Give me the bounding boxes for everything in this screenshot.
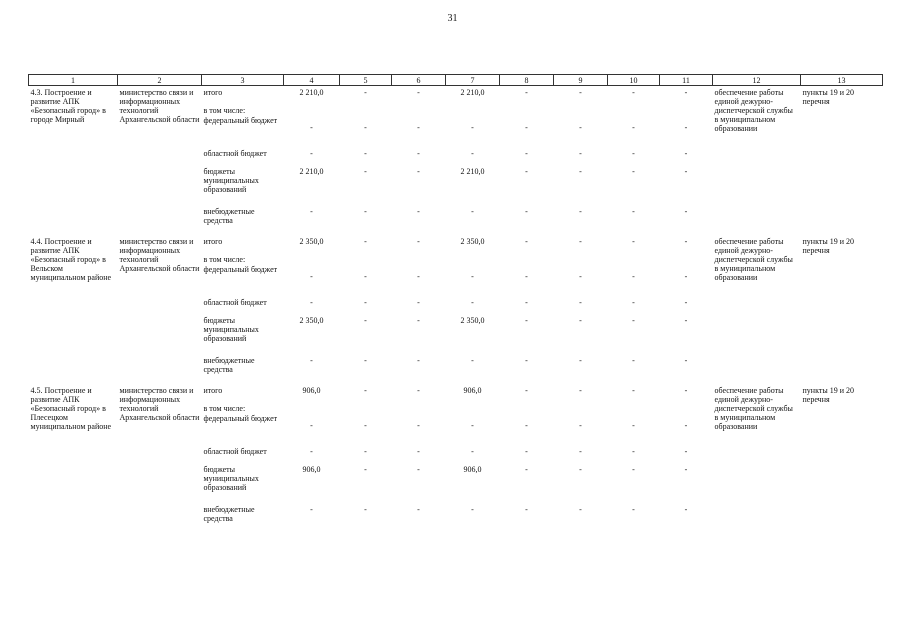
- value-cell: -: [417, 465, 420, 474]
- value-cell: -: [364, 356, 367, 365]
- executor-name: министерство связи и информационных технологий Архангельской области: [119, 88, 200, 124]
- value-cell: 906,0: [302, 386, 321, 395]
- value-cell: -: [364, 316, 367, 325]
- value-cell: -: [364, 88, 367, 97]
- value-cell: 2 210,0: [299, 167, 324, 176]
- value-cell: -: [579, 447, 582, 456]
- value-cell: -: [417, 149, 420, 158]
- column-header-7: 7: [446, 75, 500, 86]
- result-text: обеспечение работы единой дежурно-диспетчерской службы в муниципальном образовании: [714, 88, 793, 133]
- value-cell: -: [632, 298, 635, 307]
- column-header-2: 2: [118, 75, 202, 86]
- value-cell: -: [579, 167, 582, 176]
- value-cell: -: [632, 88, 635, 97]
- value-cell: -: [310, 505, 313, 514]
- value-cell: -: [684, 505, 688, 514]
- value-cell: -: [684, 298, 688, 307]
- value-cell: -: [684, 421, 688, 430]
- value-cell: -: [364, 167, 367, 176]
- value-cell: -: [684, 207, 688, 216]
- value-cell: -: [364, 386, 367, 395]
- value-cell: -: [684, 123, 688, 132]
- empty-cell: [392, 404, 446, 414]
- value-cell: 2 350,0: [299, 316, 324, 325]
- table-row: [29, 86, 883, 107]
- value-cell: -: [471, 123, 474, 132]
- value-cell: -: [364, 272, 367, 281]
- empty-cell: [446, 106, 500, 116]
- table-body: [29, 86, 883, 534]
- value-cell: -: [579, 505, 582, 514]
- empty-cell: [340, 404, 392, 414]
- empty-cell: [660, 255, 713, 265]
- empty-cell: [446, 404, 500, 414]
- empty-cell: [284, 404, 340, 414]
- value-cell: -: [310, 149, 313, 158]
- value-cell: 906,0: [463, 465, 482, 474]
- value-cell: -: [632, 465, 635, 474]
- value-cell: -: [417, 316, 420, 325]
- empty-cell: [554, 255, 608, 265]
- value-cell: -: [684, 88, 688, 97]
- source-label-federal: федеральный бюджет: [203, 265, 278, 274]
- value-cell: -: [579, 123, 582, 132]
- value-cell: -: [364, 298, 367, 307]
- empty-cell: [608, 106, 660, 116]
- empty-cell: [392, 255, 446, 265]
- value-cell: -: [632, 316, 635, 325]
- source-label-including: в том числе:: [203, 106, 246, 115]
- value-cell: -: [471, 272, 474, 281]
- source-label-regional: областной бюджет: [203, 149, 267, 158]
- measure-name: 4.4. Построение и развитие АПК «Безопасный город» в Вельском муниципальном районе: [30, 237, 112, 282]
- empty-cell: [660, 106, 713, 116]
- value-cell: -: [632, 123, 635, 132]
- value-cell: -: [525, 505, 528, 514]
- table-row: [29, 235, 883, 255]
- empty-cell: [284, 255, 340, 265]
- value-cell: -: [417, 298, 420, 307]
- column-header-10: 10: [608, 75, 660, 86]
- source-label-including: в том числе:: [203, 255, 246, 264]
- value-cell: -: [471, 298, 474, 307]
- reference-text: пункты 19 и 20 перечня: [802, 88, 854, 106]
- value-cell: -: [525, 298, 528, 307]
- value-cell: -: [525, 123, 528, 132]
- value-cell: -: [525, 421, 528, 430]
- value-cell: -: [471, 421, 474, 430]
- value-cell: -: [417, 272, 420, 281]
- column-header-4: 4: [284, 75, 340, 86]
- value-cell: -: [364, 447, 367, 456]
- header-row: [29, 75, 883, 86]
- source-label-total: итого: [203, 386, 223, 395]
- value-cell: -: [684, 356, 688, 365]
- column-header-6: 6: [392, 75, 446, 86]
- value-cell: -: [364, 123, 367, 132]
- value-cell: 2 350,0: [299, 237, 324, 246]
- value-cell: -: [471, 149, 474, 158]
- value-cell: -: [525, 316, 528, 325]
- empty-cell: [608, 255, 660, 265]
- value-cell: -: [364, 505, 367, 514]
- empty-cell: [284, 106, 340, 116]
- value-cell: -: [525, 88, 528, 97]
- source-label-regional: областной бюджет: [203, 447, 267, 456]
- value-cell: -: [310, 356, 313, 365]
- empty-cell: [340, 106, 392, 116]
- column-header-8: 8: [500, 75, 554, 86]
- value-cell: -: [417, 237, 420, 246]
- source-label-including: в том числе:: [203, 404, 246, 413]
- value-cell: -: [684, 316, 688, 325]
- source-label-federal: федеральный бюджет: [203, 414, 278, 423]
- value-cell: 2 210,0: [460, 88, 485, 97]
- value-cell: -: [579, 356, 582, 365]
- value-cell: -: [579, 207, 582, 216]
- value-cell: -: [579, 386, 582, 395]
- value-cell: -: [417, 421, 420, 430]
- value-cell: -: [417, 123, 420, 132]
- value-cell: -: [525, 356, 528, 365]
- empty-cell: [608, 404, 660, 414]
- measure-name: 4.3. Построение и развитие АПК «Безопасный город» в городе Мирный: [30, 88, 106, 124]
- value-cell: -: [525, 386, 528, 395]
- value-cell: -: [632, 207, 635, 216]
- value-cell: -: [471, 447, 474, 456]
- column-header-11: 11: [660, 75, 713, 86]
- empty-cell: [554, 106, 608, 116]
- column-header-9: 9: [554, 75, 608, 86]
- value-cell: 906,0: [302, 465, 321, 474]
- table-row: [29, 384, 883, 404]
- empty-cell: [500, 106, 554, 116]
- value-cell: -: [632, 505, 635, 514]
- value-cell: -: [632, 237, 635, 246]
- value-cell: -: [417, 386, 420, 395]
- value-cell: -: [684, 167, 688, 176]
- value-cell: -: [364, 149, 367, 158]
- value-cell: -: [684, 149, 688, 158]
- value-cell: -: [525, 465, 528, 474]
- page-number: 31: [447, 13, 458, 24]
- value-cell: -: [364, 237, 367, 246]
- value-cell: -: [471, 207, 474, 216]
- measure-name: 4.5. Построение и развитие АПК «Безопасный город» в Плесецком муниципальном районе: [30, 386, 112, 431]
- reference-text: пункты 19 и 20 перечня: [802, 386, 854, 404]
- value-cell: -: [684, 237, 688, 246]
- value-cell: -: [525, 149, 528, 158]
- value-cell: -: [417, 356, 420, 365]
- value-cell: -: [471, 505, 474, 514]
- value-cell: -: [471, 356, 474, 365]
- value-cell: -: [632, 272, 635, 281]
- value-cell: -: [632, 447, 635, 456]
- value-cell: 2 210,0: [460, 167, 485, 176]
- source-label-total: итого: [203, 237, 223, 246]
- value-cell: -: [579, 88, 582, 97]
- column-header-1: 1: [29, 75, 118, 86]
- reference-text: пункты 19 и 20 перечня: [802, 237, 854, 255]
- value-cell: -: [525, 167, 528, 176]
- program-table: [28, 74, 883, 533]
- source-label-municipal: бюджеты муниципальных образований: [203, 465, 259, 492]
- result-text: обеспечение работы единой дежурно-диспетчерской службы в муниципальном образовании: [714, 386, 793, 431]
- value-cell: 2 210,0: [299, 88, 324, 97]
- column-header-13: 13: [801, 75, 883, 86]
- value-cell: -: [579, 237, 582, 246]
- table-header: [29, 75, 883, 86]
- value-cell: -: [364, 421, 367, 430]
- value-cell: -: [525, 237, 528, 246]
- value-cell: 2 350,0: [460, 316, 485, 325]
- value-cell: -: [579, 298, 582, 307]
- empty-cell: [500, 255, 554, 265]
- value-cell: -: [364, 207, 367, 216]
- value-cell: -: [310, 421, 313, 430]
- source-label-extrabudget: внебюджетные средства: [203, 505, 255, 523]
- result-text: обеспечение работы единой дежурно-диспетчерской службы в муниципальном образовании: [714, 237, 793, 282]
- source-label-total: итого: [203, 88, 223, 97]
- value-cell: -: [525, 447, 528, 456]
- value-cell: -: [579, 421, 582, 430]
- value-cell: -: [632, 386, 635, 395]
- source-label-extrabudget: внебюджетные средства: [203, 207, 255, 225]
- value-cell: -: [579, 272, 582, 281]
- value-cell: 906,0: [463, 386, 482, 395]
- executor-name: министерство связи и информационных технологий Архангельской области: [119, 237, 200, 273]
- value-cell: -: [684, 272, 688, 281]
- value-cell: -: [632, 356, 635, 365]
- value-cell: -: [310, 207, 313, 216]
- column-header-5: 5: [340, 75, 392, 86]
- source-label-municipal: бюджеты муниципальных образований: [203, 316, 259, 343]
- column-header-3: 3: [202, 75, 284, 86]
- value-cell: -: [525, 272, 528, 281]
- value-cell: -: [364, 465, 367, 474]
- executor-name: министерство связи и информационных технологий Архангельской области: [119, 386, 200, 422]
- value-cell: -: [417, 447, 420, 456]
- source-label-municipal: бюджеты муниципальных образований: [203, 167, 259, 194]
- value-cell: -: [684, 386, 688, 395]
- value-cell: -: [632, 167, 635, 176]
- empty-cell: [500, 404, 554, 414]
- value-cell: 2 350,0: [460, 237, 485, 246]
- empty-cell: [660, 404, 713, 414]
- value-cell: -: [310, 298, 313, 307]
- value-cell: -: [632, 421, 635, 430]
- value-cell: -: [579, 149, 582, 158]
- empty-cell: [340, 255, 392, 265]
- value-cell: -: [417, 505, 420, 514]
- value-cell: -: [632, 149, 635, 158]
- empty-cell: [554, 404, 608, 414]
- value-cell: -: [417, 167, 420, 176]
- value-cell: -: [684, 465, 688, 474]
- value-cell: -: [579, 465, 582, 474]
- value-cell: -: [310, 272, 313, 281]
- value-cell: -: [417, 88, 420, 97]
- empty-cell: [392, 106, 446, 116]
- source-label-regional: областной бюджет: [203, 298, 267, 307]
- column-header-12: 12: [713, 75, 801, 86]
- value-cell: -: [579, 316, 582, 325]
- empty-cell: [446, 255, 500, 265]
- value-cell: -: [525, 207, 528, 216]
- value-cell: -: [417, 207, 420, 216]
- value-cell: -: [310, 123, 313, 132]
- value-cell: -: [310, 447, 313, 456]
- source-label-extrabudget: внебюджетные средства: [203, 356, 255, 374]
- value-cell: -: [684, 447, 688, 456]
- source-label-federal: федеральный бюджет: [203, 116, 278, 125]
